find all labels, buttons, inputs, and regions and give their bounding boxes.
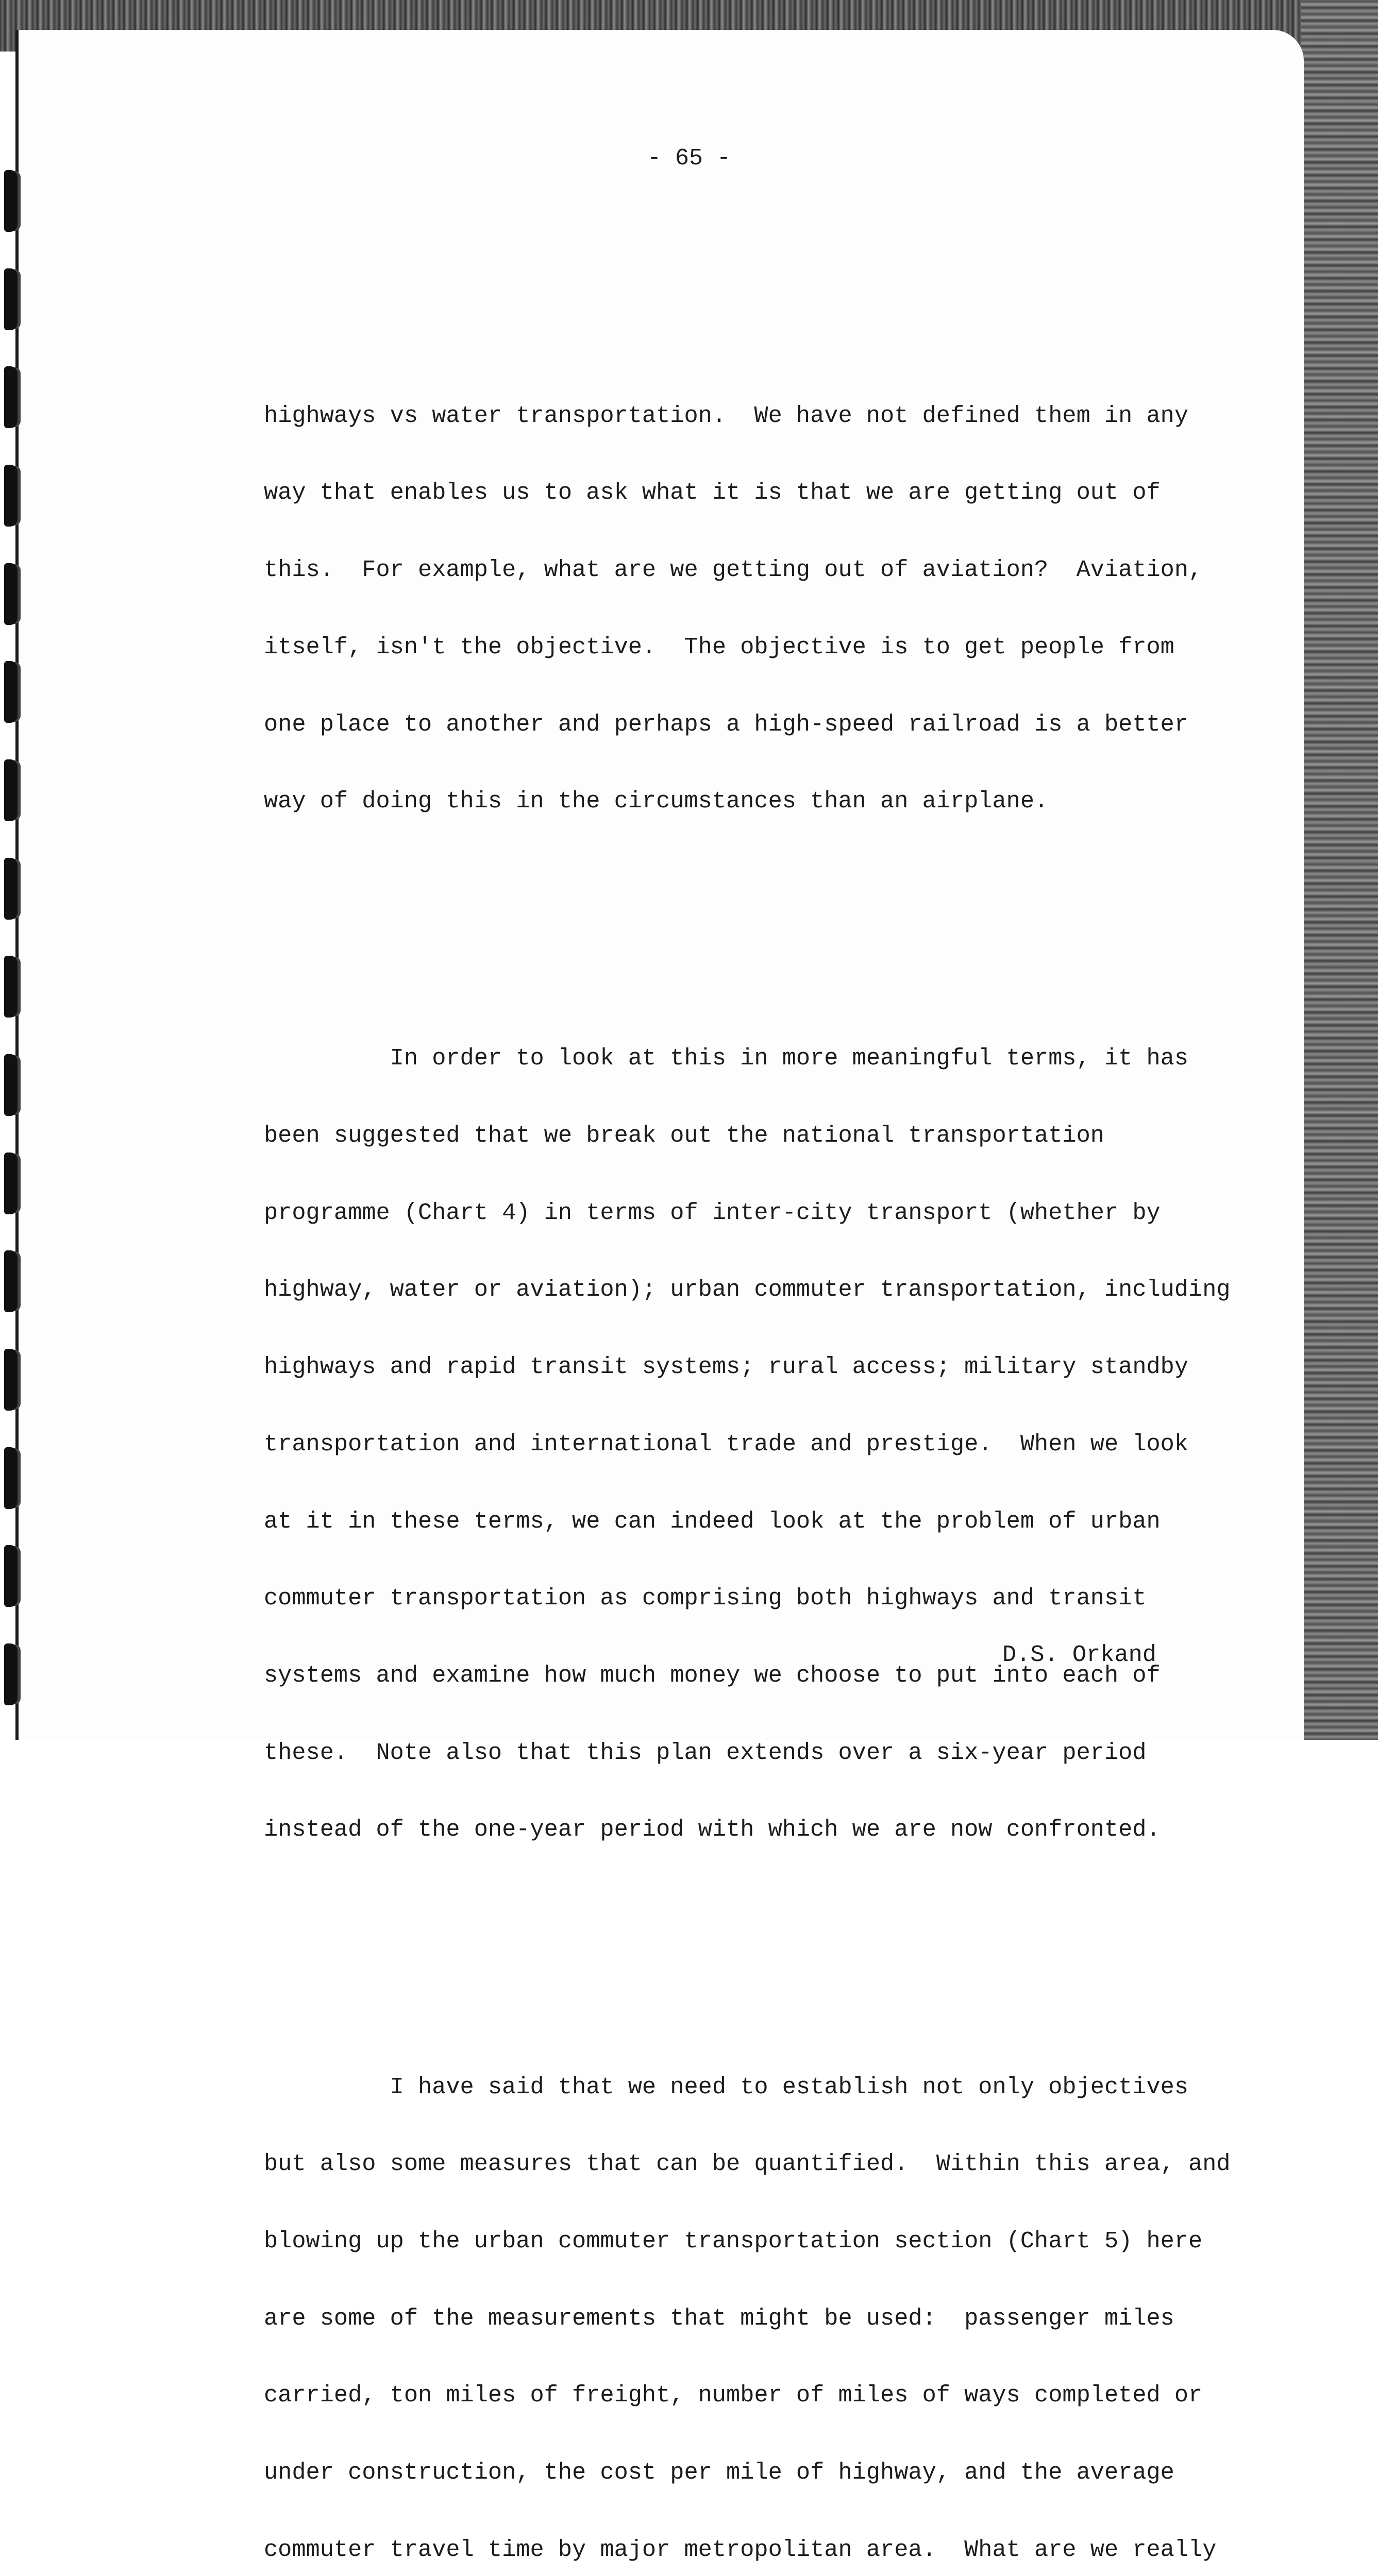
- text-line: this. For example, what are we getting out of aviation? Aviation,: [264, 556, 1203, 584]
- spiral-binding: [4, 170, 25, 1705]
- binding-ring: [4, 661, 18, 723]
- binding-ring: [4, 1250, 18, 1312]
- body-text: [264, 300, 1231, 2576]
- text-line: programme (Chart 4) in terms of inter-city transport (whether by: [264, 1199, 1161, 1226]
- binding-ring: [4, 563, 18, 625]
- text-line: under construction, the cost per mile of highway, and the average: [264, 2459, 1174, 2486]
- binding-ring: [4, 268, 18, 330]
- text-line: carried, ton miles of freight, number of miles of ways completed or: [264, 2382, 1203, 2409]
- paragraph-1: [264, 352, 1203, 866]
- binding-ring: [4, 1153, 18, 1214]
- text-line: way that enables us to ask what it is that we are getting out of: [264, 479, 1161, 506]
- author-signature: D.S. Orkand: [1002, 1641, 1157, 1668]
- binding-ring: [4, 366, 18, 428]
- binding-ring: [4, 1545, 18, 1607]
- binding-ring: [4, 1643, 18, 1705]
- text-line: these. Note also that this plan extends over a six-year period: [264, 1739, 1147, 1766]
- binding-ring: [4, 1054, 18, 1116]
- paragraph-gap: [264, 918, 1181, 943]
- text-line: highways and rapid transit systems; rural access; military standby: [264, 1353, 1189, 1381]
- text-line: I have said that we need to establish not only objectives: [264, 2073, 1189, 2100]
- text-line: been suggested that we break out the national transportation: [264, 1122, 1104, 1149]
- text-line: one place to another and perhaps a high-speed railroad is a better: [264, 710, 1189, 738]
- page-number: - 65 -: [647, 145, 731, 172]
- text-line: commuter travel time by major metropolitan area. What are we really: [264, 2536, 1217, 2563]
- paragraph-gap: [264, 1946, 1181, 1972]
- text-line: but also some measures that can be quantified. Within this area, and: [264, 2150, 1231, 2178]
- text-line: at it in these terms, we can indeed look at the problem of urban: [264, 1507, 1161, 1535]
- text-line: way of doing this in the circumstances than an airplane.: [264, 788, 1049, 815]
- text-line: In order to look at this in more meaningful terms, it has: [264, 1045, 1189, 1072]
- binding-ring: [4, 465, 18, 527]
- binding-ring: [4, 956, 18, 1018]
- scan-border-right: [1301, 0, 1378, 1740]
- paragraph-3: [264, 2023, 1231, 2576]
- binding-ring: [4, 1447, 18, 1509]
- text-line: transportation and international trade and prestige. When we look: [264, 1430, 1189, 1458]
- text-line: highways vs water transportation. We have not defined them in any: [264, 402, 1189, 429]
- binding-ring: [4, 759, 18, 821]
- paragraph-2: [264, 994, 1231, 1894]
- text-line: commuter transportation as comprising both highways and transit: [264, 1585, 1147, 1612]
- binding-ring: [4, 858, 18, 920]
- text-line: systems and examine how much money we choose to put into each of: [264, 1662, 1161, 1689]
- text-line: highway, water or aviation); urban commuter transportation, including: [264, 1276, 1231, 1303]
- binding-ring: [4, 170, 18, 232]
- text-line: instead of the one-year period with which we are now confronted.: [264, 1816, 1161, 1843]
- binding-ring: [4, 1349, 18, 1411]
- text-line: itself, isn't the objective. The objective is to get people from: [264, 633, 1174, 660]
- text-line: blowing up the urban commuter transportation section (Chart 5) here: [264, 2227, 1203, 2255]
- text-line: are some of the measurements that might be used: passenger miles: [264, 2304, 1174, 2332]
